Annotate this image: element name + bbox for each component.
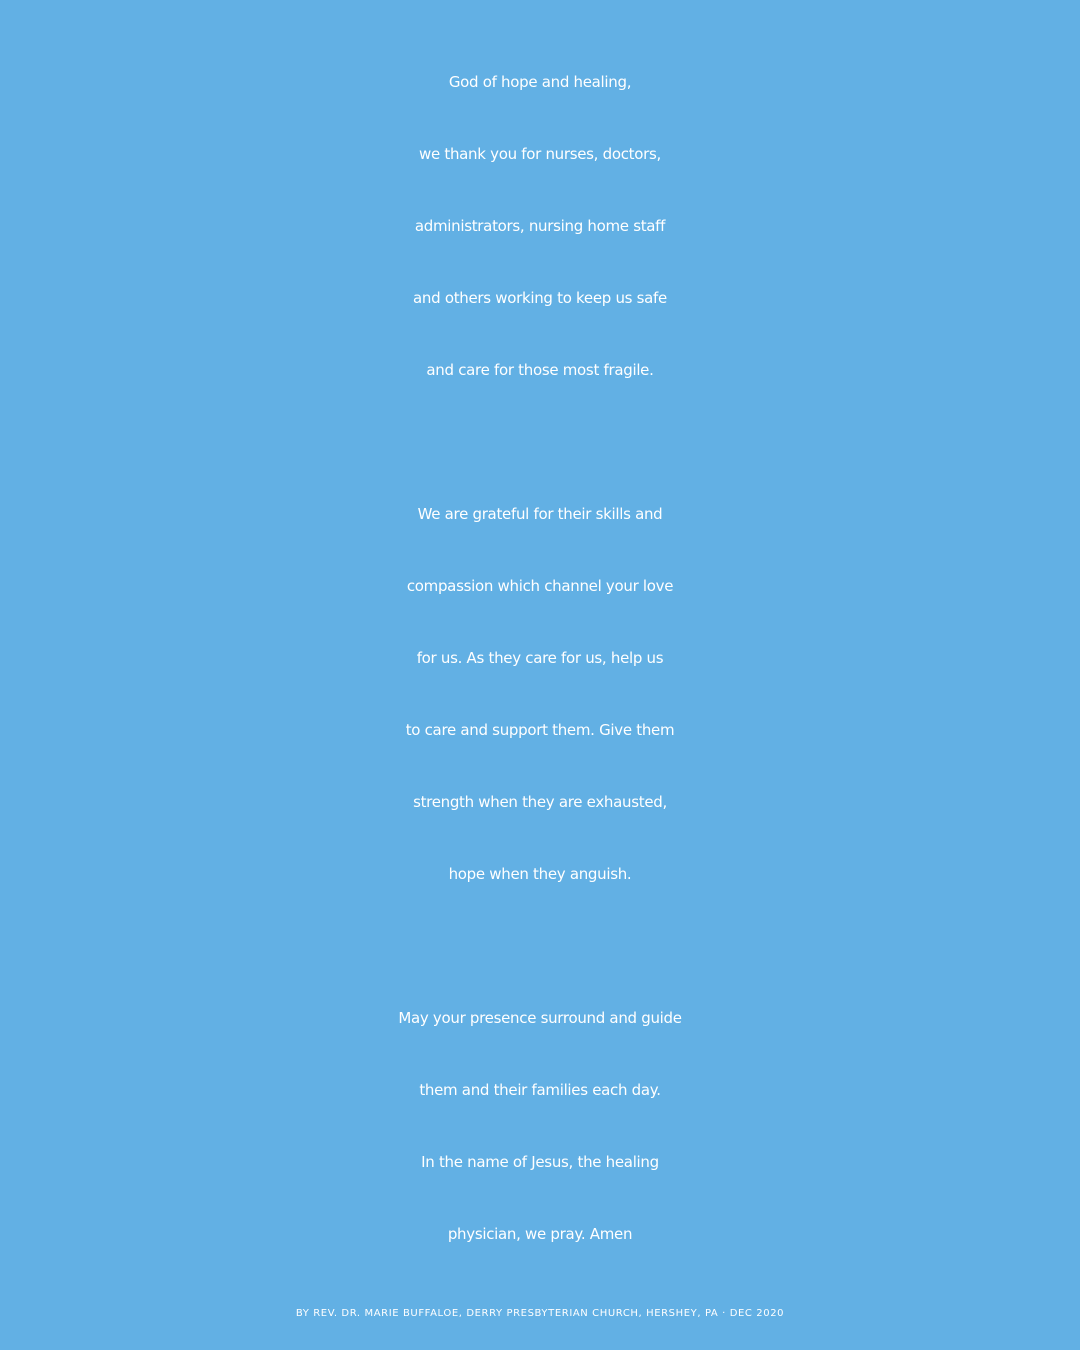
stanza-line: and others working to keep us safe xyxy=(413,289,667,307)
stanza-line: we thank you for nurses, doctors, xyxy=(419,145,661,163)
stanza-1 xyxy=(0,46,1080,406)
stanza-line: physician, we pray. Amen xyxy=(447,1225,633,1243)
stanza-line: them and their families each day. xyxy=(419,1081,661,1099)
stanza-3 xyxy=(0,982,1080,1270)
stanza-line: May your presence surround and guide xyxy=(398,1009,682,1027)
stanza-line: hope when they anguish. xyxy=(448,865,632,883)
stanza-line: In the name of Jesus, the healing xyxy=(421,1153,659,1171)
attribution-text: BY REV. DR. MARIE BUFFALOE, DERRY PRESBYTERIAN CHURCH, HERSHEY, PA · DEC 2020 xyxy=(295,1308,785,1319)
stanza-line: compassion which channel your love xyxy=(406,577,674,595)
prayer-text xyxy=(0,46,1080,1342)
stanza-line: God of hope and healing, xyxy=(448,73,632,91)
stanza-line: to care and support them. Give them xyxy=(405,721,675,739)
stanza-line: and care for those most fragile. xyxy=(426,361,654,379)
stanza-line: We are grateful for their skills and xyxy=(417,505,663,523)
stanza-line: strength when they are exhausted, xyxy=(413,793,667,811)
stanza-line: administrators, nursing home staff xyxy=(414,217,666,235)
stanza-2 xyxy=(0,478,1080,910)
stanza-line: for us. As they care for us, help us xyxy=(416,649,664,667)
